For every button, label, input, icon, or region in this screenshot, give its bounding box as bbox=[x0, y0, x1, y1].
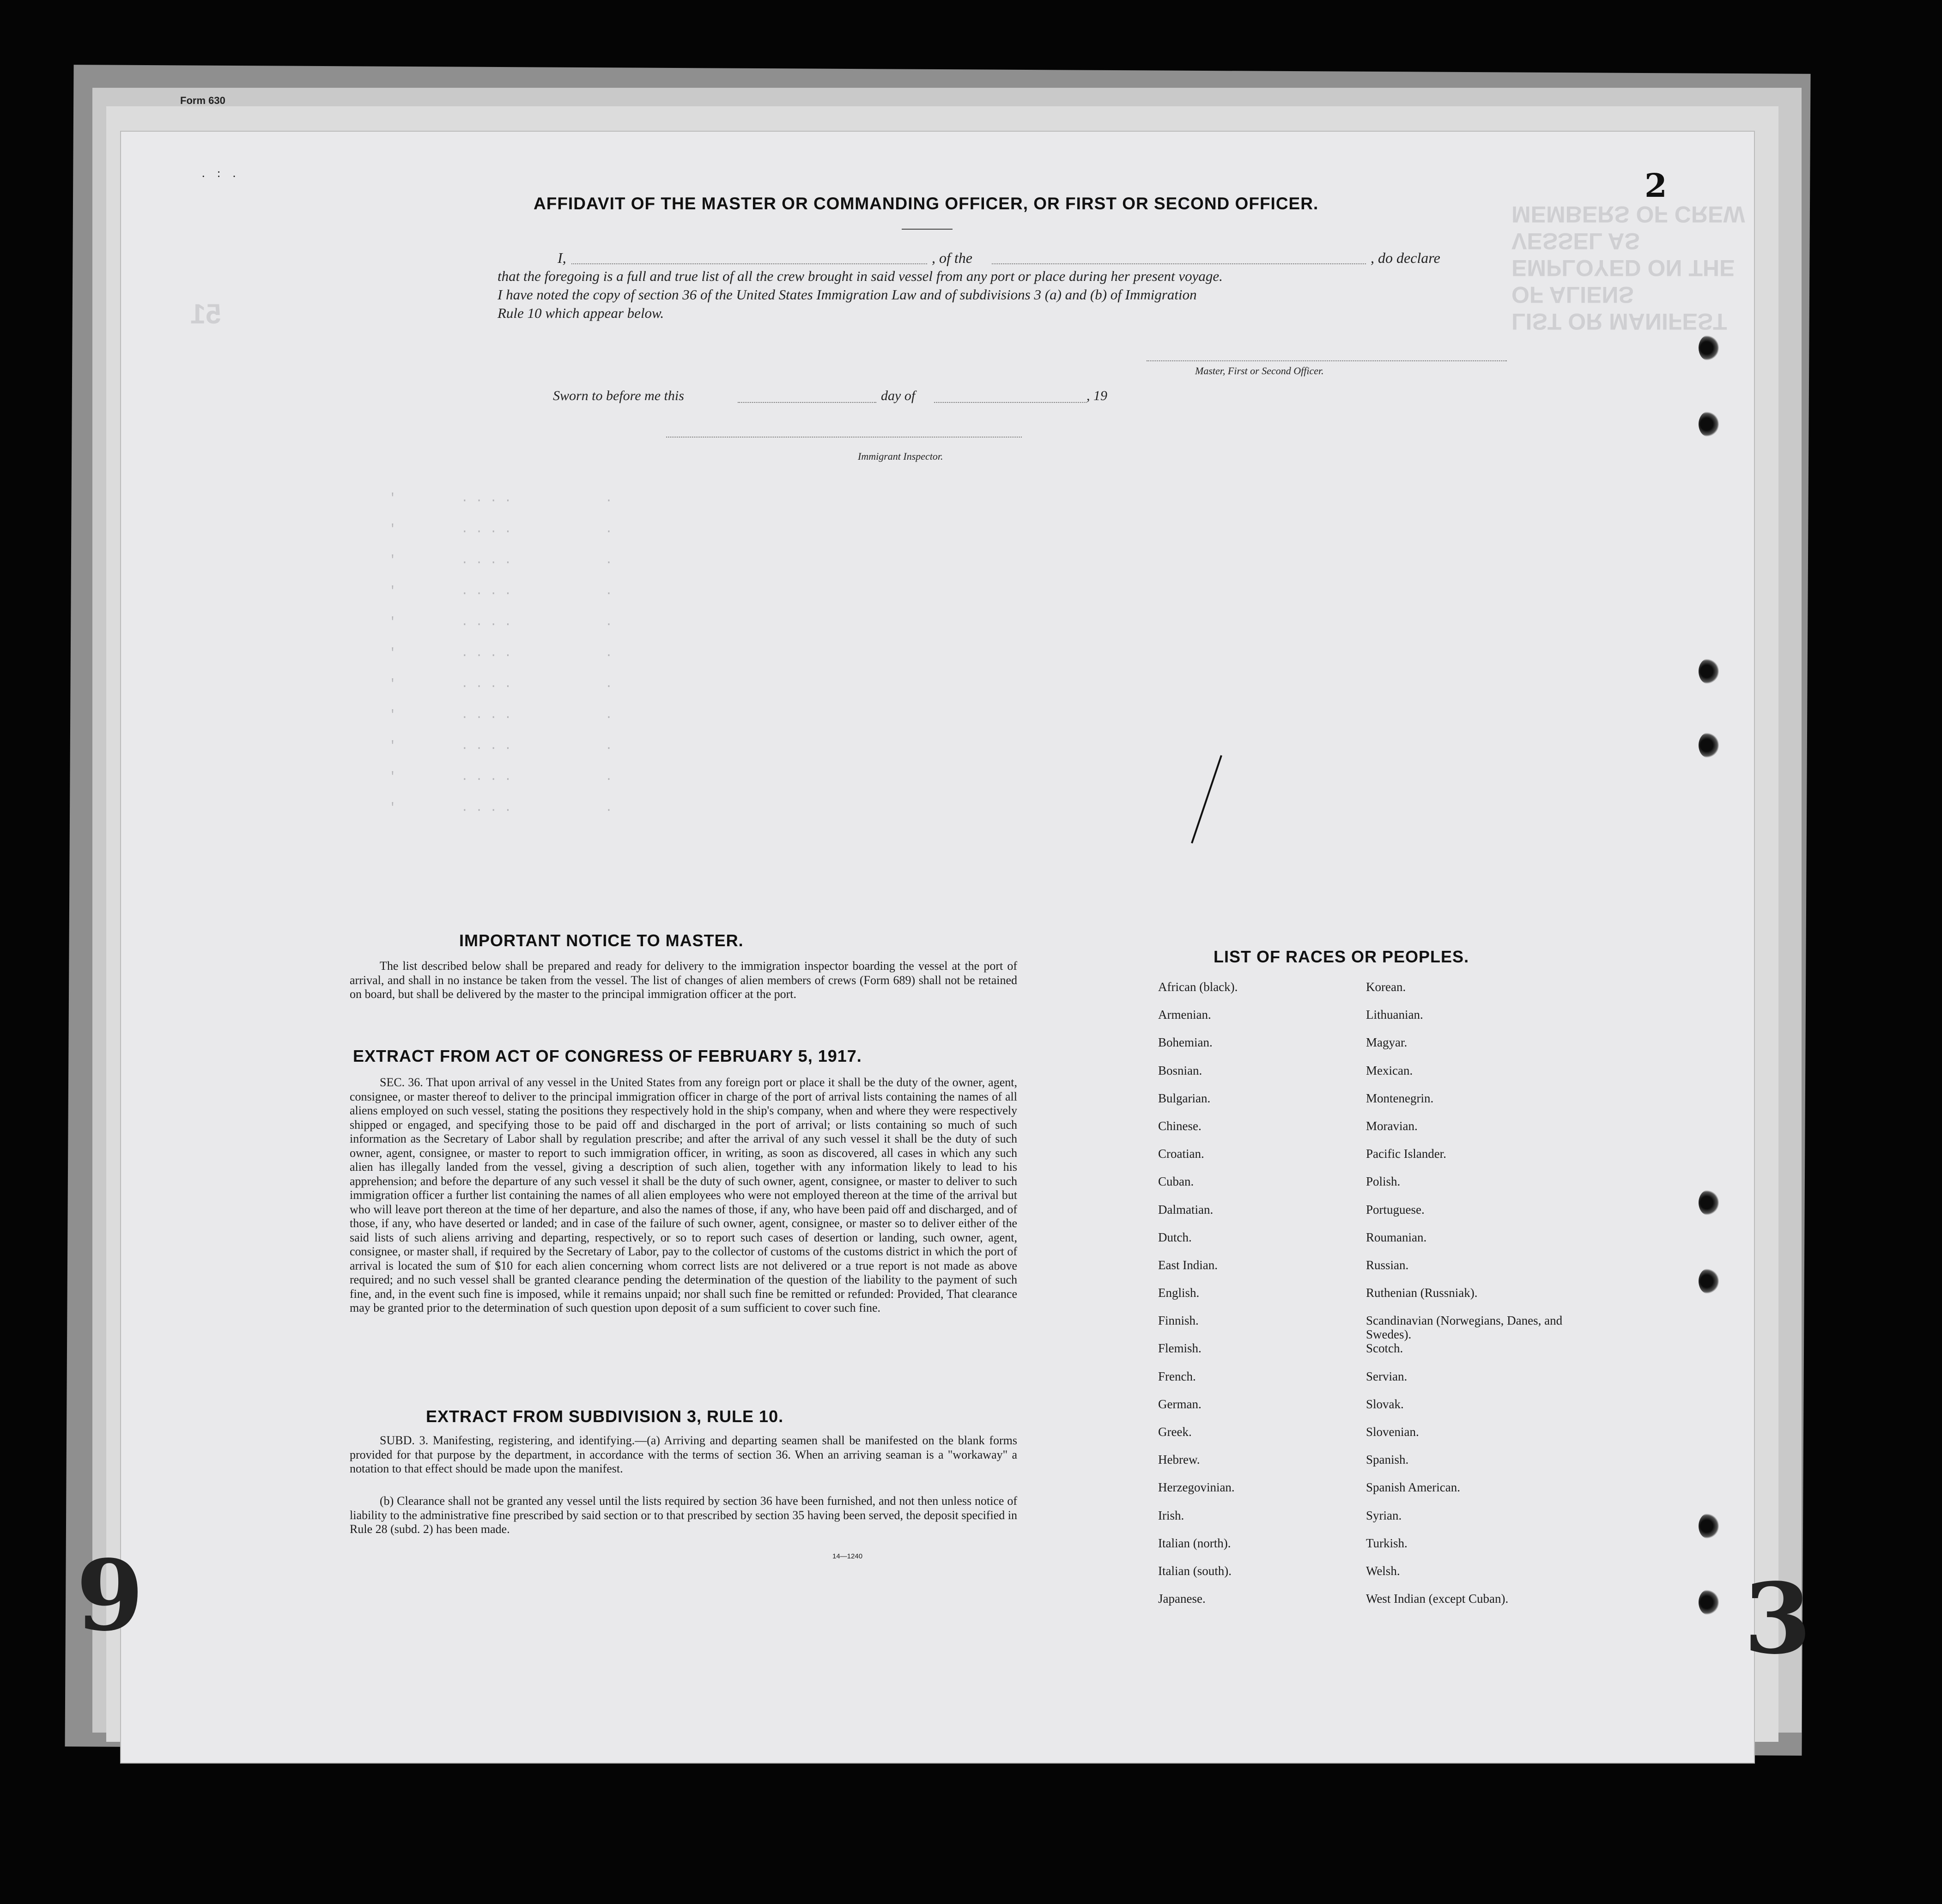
race-item: Herzegovinian. bbox=[1158, 1480, 1235, 1495]
corner-ticks: . : . bbox=[202, 166, 241, 180]
punch-hole bbox=[1699, 658, 1719, 684]
race-item: Dalmatian. bbox=[1158, 1202, 1214, 1217]
affidavit-declare: , do declare bbox=[1371, 249, 1440, 266]
pen-stroke bbox=[1188, 753, 1225, 846]
faint-row-dots: ' . . . . . ' . . . . . ' . . . . . ' . . . . . ' . . . . . ' . . . . . ' . . . . . ' . . . . . ' . . . . . ' . . . . . ' . . . . . bbox=[389, 491, 613, 815]
race-item: Syrian. bbox=[1366, 1508, 1402, 1522]
races-column-1 bbox=[1158, 980, 1352, 1619]
race-item: Pacific Islander. bbox=[1366, 1147, 1446, 1161]
rule-extract-text-a: SUBD. 3. Manifesting, registering, and identifying.—(a) Arriving and departing seamen shall be manifested on the blank forms provided for that purpose by the department, in accordance with the terms of section 36. When an arriving seaman is a "workaway" a notation to that effect should be made upon the manifest. bbox=[350, 1434, 1017, 1475]
race-item: German. bbox=[1158, 1397, 1202, 1411]
master-signature-blank[interactable] bbox=[1147, 360, 1507, 361]
race-item: Armenian. bbox=[1158, 1008, 1211, 1022]
race-item: Lithuanian. bbox=[1366, 1008, 1423, 1022]
race-item: Chinese. bbox=[1158, 1119, 1202, 1133]
punch-hole bbox=[1699, 411, 1719, 437]
master-signature-label: Master, First or Second Officer. bbox=[1195, 365, 1324, 377]
sworn-day-blank[interactable] bbox=[738, 402, 876, 403]
race-item: Welsh. bbox=[1366, 1563, 1400, 1578]
sworn-prefix: Sworn to before me this bbox=[553, 388, 684, 403]
race-item: Flemish. bbox=[1158, 1341, 1202, 1356]
races-title: LIST OF RACES OR PEOPLES. bbox=[1214, 947, 1469, 966]
print-code: 14—1240 bbox=[832, 1552, 863, 1560]
punch-hole bbox=[1699, 1513, 1719, 1539]
inspector-signature-blank[interactable] bbox=[666, 437, 1022, 438]
race-item: Greek. bbox=[1158, 1425, 1192, 1439]
race-item: East Indian. bbox=[1158, 1258, 1218, 1272]
race-item: English. bbox=[1158, 1286, 1200, 1300]
name-blank[interactable] bbox=[571, 263, 927, 264]
race-item: Finnish. bbox=[1158, 1314, 1199, 1328]
race-item: Russian. bbox=[1366, 1258, 1409, 1272]
vessel-blank[interactable] bbox=[992, 263, 1366, 264]
race-item: Bohemian. bbox=[1158, 1035, 1213, 1050]
act-extract-title: EXTRACT FROM ACT OF CONGRESS OF FEBRUARY 5, 1917. bbox=[353, 1046, 862, 1065]
title-rule bbox=[902, 229, 953, 230]
race-item: Italian (south). bbox=[1158, 1563, 1232, 1578]
race-item: Montenegrin. bbox=[1366, 1091, 1434, 1105]
affidavit-line4: Rule 10 which appear below. bbox=[498, 305, 664, 321]
bleed-header: LIST OR MANIFEST OF ALIENS EMPLOYED ON THE VESSEL AS MEMBERS OF CREW bbox=[1511, 201, 1745, 335]
punch-hole bbox=[1699, 732, 1719, 758]
form-number: Form 630 bbox=[180, 95, 225, 106]
race-item: Irish. bbox=[1158, 1508, 1184, 1522]
race-item: Croatian. bbox=[1158, 1147, 1204, 1161]
left-margin-number: 9 bbox=[76, 1539, 144, 1653]
race-item: French. bbox=[1158, 1369, 1196, 1383]
race-item: Cuban. bbox=[1158, 1174, 1194, 1189]
race-item: Korean. bbox=[1366, 980, 1406, 994]
rule-extract-text-b: (b) Clearance shall not be granted any vessel until the lists required by section 36 have been furnished, and not then unless notice of liability to the administrative fine prescribed by said section or to that prescribed by section 35 having been served, the deposit specified in Rule 28 (subd. 2) has been made. bbox=[350, 1494, 1017, 1536]
race-item: Bulgarian. bbox=[1158, 1091, 1211, 1105]
race-item: Scotch. bbox=[1366, 1341, 1403, 1356]
race-item: Magyar. bbox=[1366, 1035, 1408, 1050]
punch-hole bbox=[1699, 1190, 1719, 1216]
race-item: Japanese. bbox=[1158, 1592, 1206, 1606]
punch-hole bbox=[1699, 1268, 1719, 1294]
race-item: Bosnian. bbox=[1158, 1063, 1202, 1077]
race-item: Hebrew. bbox=[1158, 1453, 1200, 1467]
race-item: Mexican. bbox=[1366, 1063, 1413, 1077]
sworn-year: , 19 bbox=[1086, 388, 1107, 403]
affidavit-line3: I have noted the copy of section 36 of the United States Immigration Law and of subdivisions 3 (a) and (b) of Immigration bbox=[498, 286, 1197, 303]
race-item: Spanish. bbox=[1366, 1453, 1409, 1467]
form-page bbox=[121, 132, 1754, 1763]
right-margin-number: 3 bbox=[1744, 1562, 1812, 1676]
race-item: Polish. bbox=[1366, 1174, 1401, 1189]
race-item: African (black). bbox=[1158, 980, 1238, 994]
race-item: Servian. bbox=[1366, 1369, 1408, 1383]
race-item: Roumanian. bbox=[1366, 1230, 1427, 1244]
notice-title: IMPORTANT NOTICE TO MASTER. bbox=[459, 931, 744, 950]
inspector-label: Immigrant Inspector. bbox=[858, 450, 943, 462]
notice-text: The list described below shall be prepared and ready for delivery to the immigration inspector boarding the vessel at the port of arrival, and shall in no instance be taken from the vessel. The list of changes of alien members of crews (Form 689) shall not be retained on board, but shall be delivered by the master to the principal immigration officer at the port. bbox=[350, 959, 1017, 1001]
race-item: Scandinavian (Norwegians, Danes, and Swedes). bbox=[1366, 1314, 1563, 1342]
affidavit-i: I, bbox=[558, 249, 566, 266]
races-column-2 bbox=[1366, 980, 1583, 1619]
affidavit-title: AFFIDAVIT OF THE MASTER OR COMMANDING OFFICER, OR FIRST OR SECOND OFFICER. bbox=[534, 194, 1319, 213]
race-item: Dutch. bbox=[1158, 1230, 1192, 1244]
bleed-page-number: 51 bbox=[190, 298, 221, 329]
race-item: Ruthenian (Russniak). bbox=[1366, 1286, 1478, 1300]
race-item: Spanish American. bbox=[1366, 1480, 1460, 1495]
race-item: Portuguese. bbox=[1366, 1202, 1425, 1217]
race-item: West Indian (except Cuban). bbox=[1366, 1592, 1509, 1606]
race-item: Italian (north). bbox=[1158, 1536, 1231, 1550]
race-item: Turkish. bbox=[1366, 1536, 1408, 1550]
sworn-day: day of bbox=[881, 388, 916, 403]
affidavit-line2: that the foregoing is a full and true list of all the crew brought in said vessel from any port or place during her present voyage. bbox=[498, 268, 1223, 284]
sworn-month-blank[interactable] bbox=[934, 402, 1086, 403]
race-item: Slovak. bbox=[1366, 1397, 1404, 1411]
race-item: Moravian. bbox=[1366, 1119, 1418, 1133]
rule-extract-title: EXTRACT FROM SUBDIVISION 3, RULE 10. bbox=[426, 1407, 784, 1426]
corner-mark: 2 bbox=[1645, 166, 1667, 205]
punch-hole bbox=[1699, 335, 1719, 361]
act-extract-text: SEC. 36. That upon arrival of any vessel in the United States from any foreign port or place it shall be the duty of the owner, agent, consignee, or master thereof to deliver to the principal immigration officer in charge of the port of arrival lists containing the names of all aliens employed on such vessel, stating the positions they respectively hold in the ship's company, when and where they were respectively shipped or engaged, and specifying those to be paid off and discharged in the port of arrival; or lists containing so much of such information as the Secretary of Labor shall by regulation prescribe; and after the arrival of any such vessel it shall be the duty of such owner, agent, consignee, or master to report to such immigration officer, in writing, as soon as discovered, all cases in which any such alien has illegally landed from the vessel, giving a description of such alien, together with any information likely to lead to his apprehension; and before the departure of any such vessel it shall be the duty of such owner, agent, consignee, or master to deliver to such immigration officer a further list containing the names of all alien employees who were not employed thereon at the time of the arrival but who will leave port thereon at the time of her departure, and also the names of those, if any, who have been paid off and discharged, and of those, if any, who have deserted or landed; and in case of the failure of such owner, agent, consignee, or master so to deliver either of the said lists of such aliens arriving and departing, respectively, or so to report such cases of desertion or landing, such owner, agent, consignee, or master shall, if required by the Secretary of Labor, pay to the collector of customs of the customs district in which the port of arrival is located the sum of $10 for each alien concerning whom correct lists are not delivered or a true report is not made as above required; and no such vessel shall be granted clearance pending the determination of the question of the liability to the payment of such fine, and, in the event such fine is imposed, while it remains unpaid; nor shall such fine be remitted or refunded: Provided, That clearance may be granted prior to the determination of such question upon deposit of a sum sufficient to cover such fine. bbox=[350, 1076, 1017, 1314]
race-item: Slovenian. bbox=[1366, 1425, 1419, 1439]
affidavit-of-the: , of the bbox=[932, 249, 972, 266]
punch-hole bbox=[1699, 1589, 1719, 1615]
